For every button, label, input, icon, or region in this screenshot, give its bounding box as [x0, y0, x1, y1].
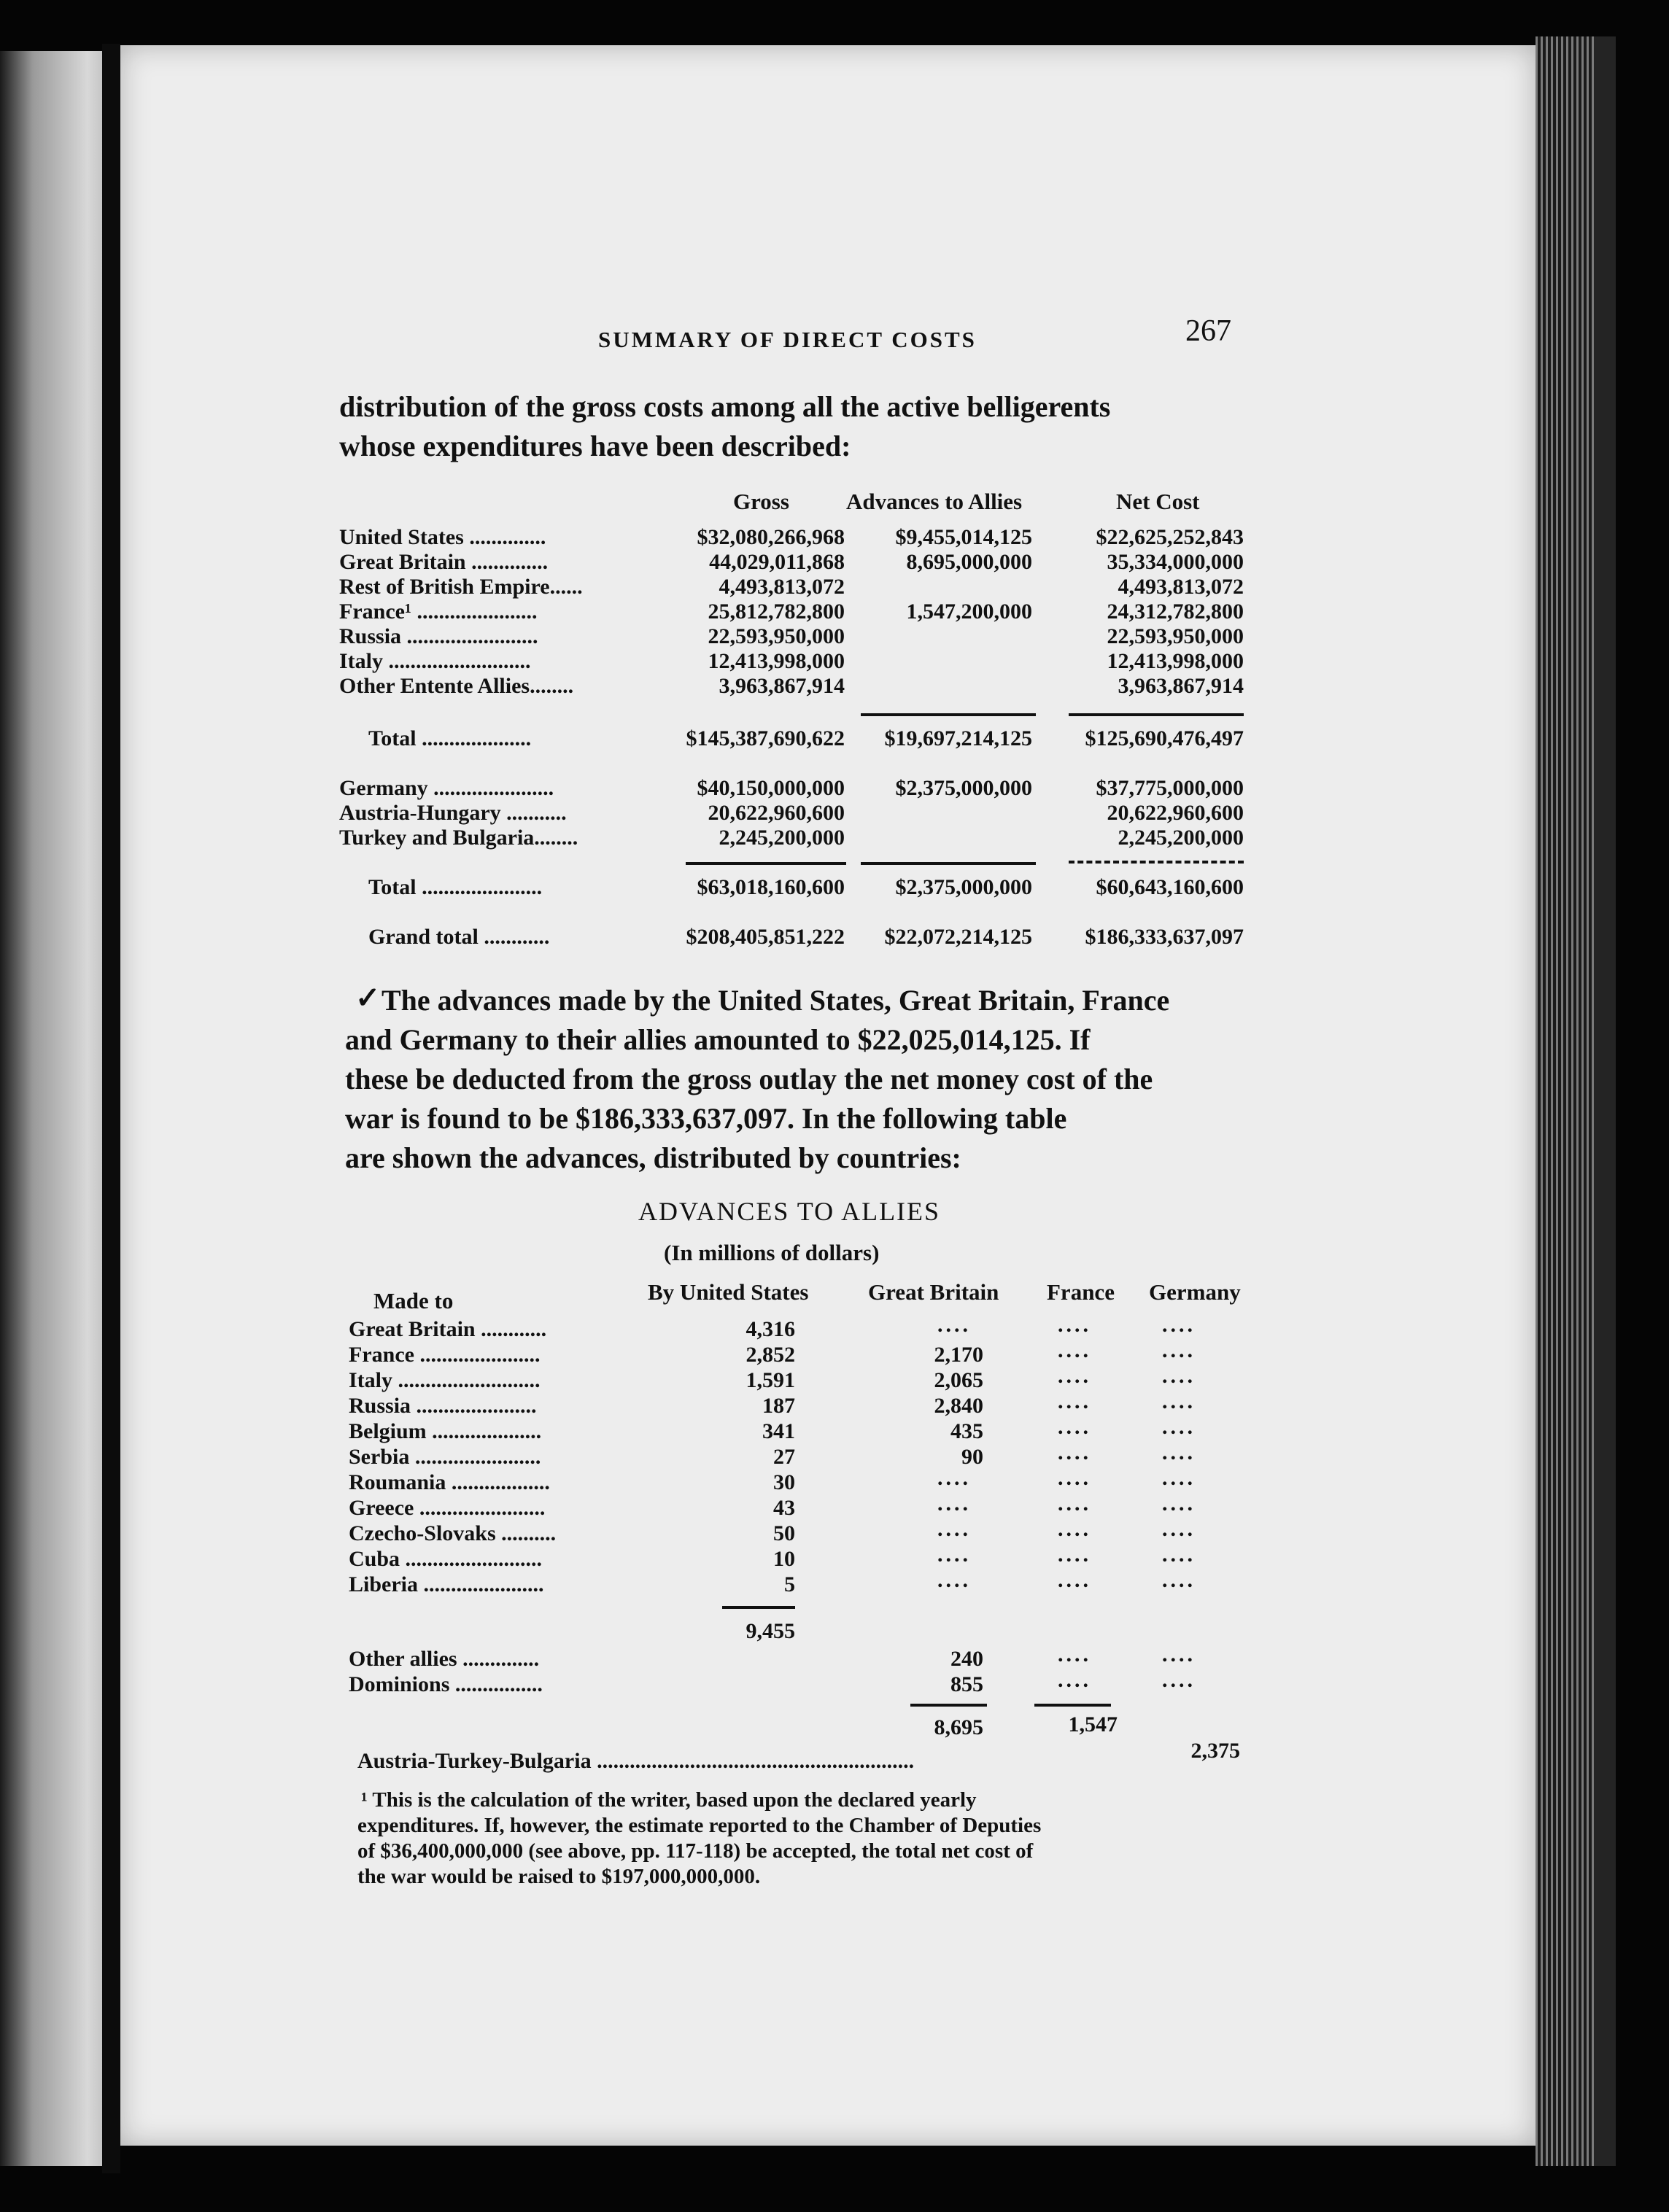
adv-row-de: .... [1162, 1415, 1196, 1439]
central-row-label: Austria-Hungary ........... [339, 801, 567, 825]
adv-extra-fr: .... [1058, 1642, 1091, 1666]
allied-row-gross: 22,593,950,000 [708, 624, 845, 648]
allied-row-net: 3,963,867,914 [1118, 674, 1244, 698]
adv-row-fr: .... [1058, 1517, 1091, 1541]
grand-total-label: Grand total ............ [368, 925, 550, 949]
footnote-line-3: of $36,400,000,000 (see above, pp. 117-118) be accepted, the total net cost of [357, 1839, 1034, 1863]
adv-row-label: Belgium .................... [349, 1419, 542, 1443]
allied-row-gross: 12,413,998,000 [708, 649, 845, 673]
adv-row-de: .... [1162, 1466, 1196, 1490]
adv-row-de: .... [1162, 1491, 1196, 1516]
central-row-advances: $2,375,000,000 [895, 776, 1032, 800]
adv-row-de: .... [1162, 1338, 1196, 1362]
paragraph-line-3: these be deducted from the gross outlay the net money cost of the [345, 1063, 1153, 1095]
adv-col-made-to: Made to [373, 1288, 454, 1313]
page-stack-edge [1536, 36, 1594, 2166]
central-row-label: Turkey and Bulgaria........ [339, 826, 578, 850]
adv-row-us: 27 [773, 1445, 795, 1469]
adv-row-fr: .... [1058, 1466, 1091, 1490]
adv-row-us: 187 [762, 1394, 795, 1418]
adv-row-fr: .... [1058, 1415, 1091, 1439]
adv-row-label: Great Britain ............ [349, 1317, 547, 1341]
adv-extra-de: .... [1162, 1642, 1196, 1666]
adv-row-fr: .... [1058, 1364, 1091, 1388]
adv-row-fr: .... [1058, 1389, 1091, 1413]
allied-row-label: Russia ........................ [339, 624, 538, 648]
col-header-gross: Gross [733, 489, 789, 514]
adv-row-label: Roumania .................. [349, 1470, 550, 1494]
central-row-gross: 20,622,960,600 [708, 801, 845, 825]
adv-row-us: 5 [784, 1572, 795, 1596]
allied-total-gross: $145,387,690,622 [686, 726, 845, 750]
adv-row-fr: .... [1058, 1338, 1091, 1362]
allied-row-net: $22,625,252,843 [1096, 525, 1244, 549]
allied-row-net: 12,413,998,000 [1107, 649, 1244, 673]
allied-row-label: Rest of British Empire...... [339, 575, 583, 599]
allied-row-advances: $9,455,014,125 [895, 525, 1032, 549]
intro-line-2: whose expenditures have been described: [339, 430, 851, 462]
adv-us-total: 9,455 [746, 1619, 795, 1643]
adv-row-us: 4,316 [746, 1317, 795, 1341]
adv-row-de: .... [1162, 1389, 1196, 1413]
adv-row-gb: .... [937, 1466, 971, 1490]
adv-row-de: .... [1162, 1542, 1196, 1567]
adv-extra-label: Dominions ................ [349, 1672, 543, 1696]
adv-row-label: Cuba ......................... [349, 1547, 543, 1571]
adv-row-gb: .... [937, 1491, 971, 1516]
adv-row-fr: .... [1058, 1313, 1091, 1337]
check-mark: ✓ [355, 981, 381, 1014]
allied-row-net: 24,312,782,800 [1107, 599, 1244, 624]
allied-row-gross: 44,029,011,868 [709, 550, 845, 574]
adv-row-gb: .... [937, 1517, 971, 1541]
central-total-gross: $63,018,160,600 [697, 875, 845, 899]
rule-us-total [722, 1606, 795, 1609]
col-header-advances: Advances to Allies [846, 489, 1023, 514]
paragraph-line-5: are shown the advances, distributed by countries: [345, 1141, 961, 1174]
adv-row-de: .... [1162, 1517, 1196, 1541]
adv-row-de: .... [1162, 1313, 1196, 1337]
adv-row-fr: .... [1058, 1491, 1091, 1516]
allied-row-gross: 4,493,813,072 [719, 575, 845, 599]
adv-fr-total: 1,547 [1068, 1712, 1118, 1736]
allied-row-gross: 3,963,867,914 [719, 674, 845, 698]
adv-extra-gb: 240 [950, 1647, 983, 1671]
rule-fr-total [1034, 1704, 1111, 1707]
allied-row-advances: 8,695,000,000 [906, 550, 1032, 574]
allied-row-net: 35,334,000,000 [1107, 550, 1244, 574]
adv-col-de: Germany [1149, 1279, 1241, 1305]
advances-table-subtitle: (In millions of dollars) [664, 1240, 880, 1265]
grand-total-net: $186,333,637,097 [1085, 925, 1244, 949]
central-row-label: Germany ...................... [339, 776, 554, 800]
book-gutter [102, 44, 120, 2173]
adv-row-gb: .... [937, 1568, 971, 1592]
adv-row-gb: 435 [950, 1419, 983, 1443]
running-title: SUMMARY OF DIRECT COSTS [598, 327, 977, 352]
adv-row-label: Serbia ....................... [349, 1445, 541, 1469]
adv-col-fr: France [1047, 1279, 1115, 1305]
allied-row-net: 22,593,950,000 [1107, 624, 1244, 648]
adv-row-gb: 2,840 [934, 1394, 983, 1418]
adv-row-label: Russia ...................... [349, 1394, 537, 1418]
central-total-net: $60,643,160,600 [1096, 875, 1244, 899]
adv-row-label: France ...................... [349, 1343, 541, 1367]
adv-row-us: 50 [773, 1521, 795, 1545]
rule-gross-2 [686, 862, 846, 865]
adv-row-label: Italy .......................... [349, 1368, 541, 1392]
allied-total-advances: $19,697,214,125 [884, 726, 1032, 750]
advances-table-title: ADVANCES TO ALLIES [638, 1197, 941, 1226]
central-total-advances: $2,375,000,000 [895, 875, 1032, 899]
allied-total-label: Total .................... [368, 726, 532, 750]
adv-col-gb: Great Britain [868, 1279, 999, 1305]
rule-net-1 [1069, 713, 1244, 716]
allied-row-advances: 1,547,200,000 [906, 599, 1032, 624]
adv-row-us: 30 [773, 1470, 795, 1494]
adv-austria-de: 2,375 [1190, 1739, 1240, 1763]
paragraph-line-2: and Germany to their allies amounted to $22,025,014,125. If [345, 1023, 1091, 1056]
rule-net-2 [1069, 861, 1244, 864]
paragraph-line-1: The advances made by the United States, Great Britain, France [382, 984, 1170, 1017]
adv-row-label: Czecho-Slovaks .......... [349, 1521, 557, 1545]
allied-row-label: Other Entente Allies........ [339, 674, 574, 698]
adv-row-gb: .... [937, 1542, 971, 1567]
adv-row-gb: 2,065 [934, 1368, 983, 1392]
paragraph-line-4: war is found to be $186,333,637,097. In the following table [345, 1102, 1067, 1135]
adjacent-page [0, 51, 109, 2166]
footnote-line-2: expenditures. If, however, the estimate reported to the Chamber of Deputies [357, 1814, 1042, 1837]
adv-row-de: .... [1162, 1568, 1196, 1592]
book-cover-edge [1594, 36, 1616, 2166]
adv-row-fr: .... [1058, 1440, 1091, 1464]
central-row-net: $37,775,000,000 [1096, 776, 1244, 800]
adv-extra-gb: 855 [950, 1672, 983, 1696]
adv-row-us: 1,591 [746, 1368, 795, 1392]
central-total-label: Total ...................... [368, 875, 543, 899]
footnote-line-4: the war would be raised to $197,000,000,000. [357, 1865, 761, 1888]
allied-row-gross: $32,080,266,968 [697, 525, 845, 549]
adv-gb-total: 8,695 [934, 1715, 983, 1739]
allied-row-label: France¹ ...................... [339, 599, 538, 624]
adv-row-us: 10 [773, 1547, 795, 1571]
rule-gb-total [910, 1704, 987, 1707]
footnote-line-1: ¹ This is the calculation of the writer, based upon the declared yearly [361, 1788, 977, 1812]
adv-row-gb: 2,170 [934, 1343, 983, 1367]
grand-total-advances: $22,072,214,125 [884, 925, 1032, 949]
adv-extra-de: .... [1162, 1668, 1196, 1692]
adv-extra-fr: .... [1058, 1668, 1091, 1692]
adv-row-label: Greece ....................... [349, 1496, 546, 1520]
rule-adv-1 [861, 713, 1036, 716]
adv-row-fr: .... [1058, 1568, 1091, 1592]
allied-row-label: Great Britain .............. [339, 550, 549, 574]
col-header-net: Net Cost [1116, 489, 1200, 514]
central-row-net: 2,245,200,000 [1118, 826, 1244, 850]
central-row-gross: $40,150,000,000 [697, 776, 845, 800]
intro-line-1: distribution of the gross costs among all the active belligerents [339, 390, 1111, 423]
adv-row-us: 2,852 [746, 1343, 795, 1367]
adv-row-gb: 90 [961, 1445, 983, 1469]
adv-col-us: By United States [648, 1279, 809, 1305]
allied-row-label: Italy .......................... [339, 649, 531, 673]
adv-row-gb: .... [937, 1313, 971, 1337]
allied-row-label: United States .............. [339, 525, 546, 549]
adv-row-label: Liberia ...................... [349, 1572, 544, 1596]
adv-row-de: .... [1162, 1440, 1196, 1464]
central-row-gross: 2,245,200,000 [719, 826, 845, 850]
allied-total-net: $125,690,476,497 [1085, 726, 1244, 750]
adv-austria-label: Austria-Turkey-Bulgaria .......................................................... [357, 1749, 915, 1773]
adv-row-fr: .... [1058, 1542, 1091, 1567]
rule-adv-2 [861, 862, 1036, 865]
grand-total-gross: $208,405,851,222 [686, 925, 845, 949]
central-row-net: 20,622,960,600 [1107, 801, 1244, 825]
allied-row-net: 4,493,813,072 [1118, 575, 1244, 599]
page-number: 267 [1185, 314, 1231, 348]
adv-row-de: .... [1162, 1364, 1196, 1388]
adv-row-us: 43 [773, 1496, 795, 1520]
adv-extra-label: Other allies .............. [349, 1647, 540, 1671]
allied-row-gross: 25,812,782,800 [708, 599, 845, 624]
adv-row-us: 341 [762, 1419, 795, 1443]
